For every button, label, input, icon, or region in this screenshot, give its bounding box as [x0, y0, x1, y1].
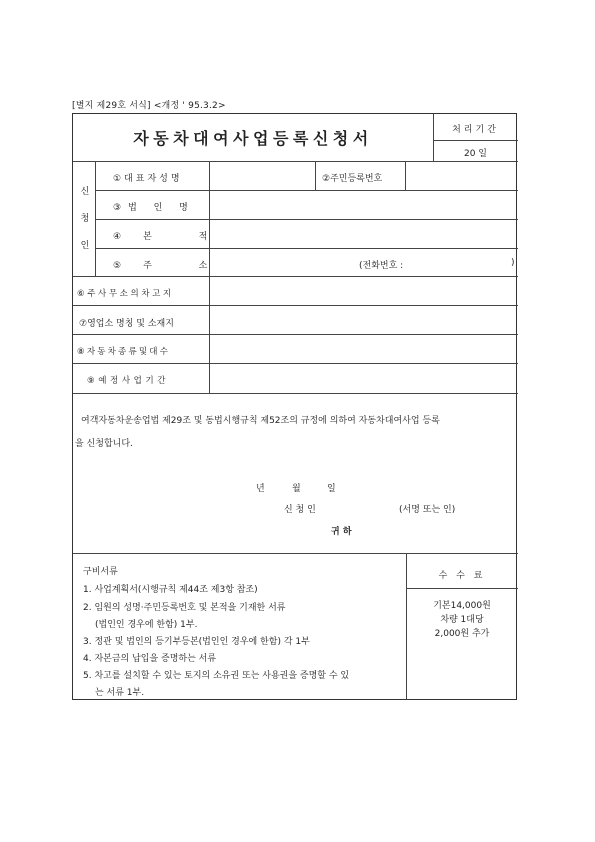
row-line-6 [73, 334, 518, 335]
domicile-label: ④본 적 [113, 232, 230, 242]
applicant-label-2: 청 [80, 214, 90, 224]
processing-period-value: 20 일 [463, 149, 487, 159]
document-item-2-cont: (법인인 경우에 한함) 1부. [95, 620, 198, 630]
row-line-8 [73, 393, 518, 394]
label-col-line [209, 161, 210, 393]
rep-name-label: ①대표자성명 [113, 174, 183, 184]
row-line-4 [73, 276, 518, 277]
statement-line-2: 을 신청합니다. [75, 439, 133, 449]
application-form [72, 113, 517, 700]
document-item-1: 1. 사업계획서(시행규칙 제44조 제3항 참조) [83, 585, 258, 595]
address-label: ⑤주 소 [113, 261, 230, 271]
phone-close: ) [511, 258, 515, 268]
document-item-5-cont: 는 서류 1부. [95, 688, 145, 698]
addressee: 귀 하 [331, 527, 352, 537]
phone-label: (전화번호 : [359, 261, 404, 271]
document-item-3: 3. 정관 및 법인의 등기부등본(법인인 경우에 한함) 각 1부 [83, 637, 310, 647]
processing-period-label: 처리기간 [452, 125, 499, 135]
date-year: 년 [256, 484, 265, 494]
corp-name-label: ③법 인 명 [113, 203, 195, 213]
row-line-5 [73, 305, 518, 306]
documents-heading: 구비서류 [83, 567, 118, 577]
fee-line-1: 기본14,000원 [433, 601, 491, 611]
document-item-5: 5. 차고를 설치할 수 있는 토지의 소유권 또는 사용권을 증명할 수 있 [83, 671, 350, 681]
documents-top-line [73, 553, 518, 554]
row-line-2 [95, 219, 518, 220]
vehicle-type-label: ⑧자동차종류및대수 [77, 347, 171, 357]
date-month: 월 [292, 484, 301, 494]
fee-divider [406, 588, 518, 589]
fee-line-3: 2,000원 추가 [434, 629, 490, 639]
row-line-7 [73, 363, 518, 364]
row-line-3 [95, 248, 518, 249]
applicant-label-1: 신 [80, 187, 90, 197]
applicant-sign-label: 신 청 인 [284, 505, 316, 515]
office-name-label: ⑦영업소 명칭 및 소재지 [79, 319, 174, 329]
form-title: 자동차대여사업등록신청서 [133, 129, 373, 148]
sign-note: (서명 또는 인) [399, 505, 456, 515]
row-line-1 [95, 190, 518, 191]
resident-no-left-line [315, 161, 316, 190]
resident-no-label: ②주민등록번호 [322, 174, 383, 184]
fee-label: 수 수 료 [438, 571, 486, 581]
garage-location-label: ⑥주사무소의차고지 [77, 289, 174, 299]
date-day: 일 [327, 484, 336, 494]
document-item-4: 4. 자본금의 납입을 증명하는 서류 [83, 654, 217, 664]
title-bottom-line [73, 161, 518, 162]
form-reference: [별지 제29호 서식] <개정 ' 95.3.2> [72, 101, 226, 111]
statement-line-1: 여객자동차운송업법 제29조 및 동법시행규칙 제52조의 규정에 의하여 자동차대여사업 등록 [81, 416, 440, 426]
fee-line-2: 차량 1대당 [440, 615, 484, 625]
resident-no-right-line [405, 161, 406, 190]
business-period-label: ⑨예정사업기간 [87, 376, 170, 386]
applicant-label-3: 인 [80, 241, 90, 251]
processing-divider [433, 140, 518, 141]
document-item-2: 2. 임원의 성명·주민등록번호 및 본적을 기재한 서류 [83, 603, 286, 613]
